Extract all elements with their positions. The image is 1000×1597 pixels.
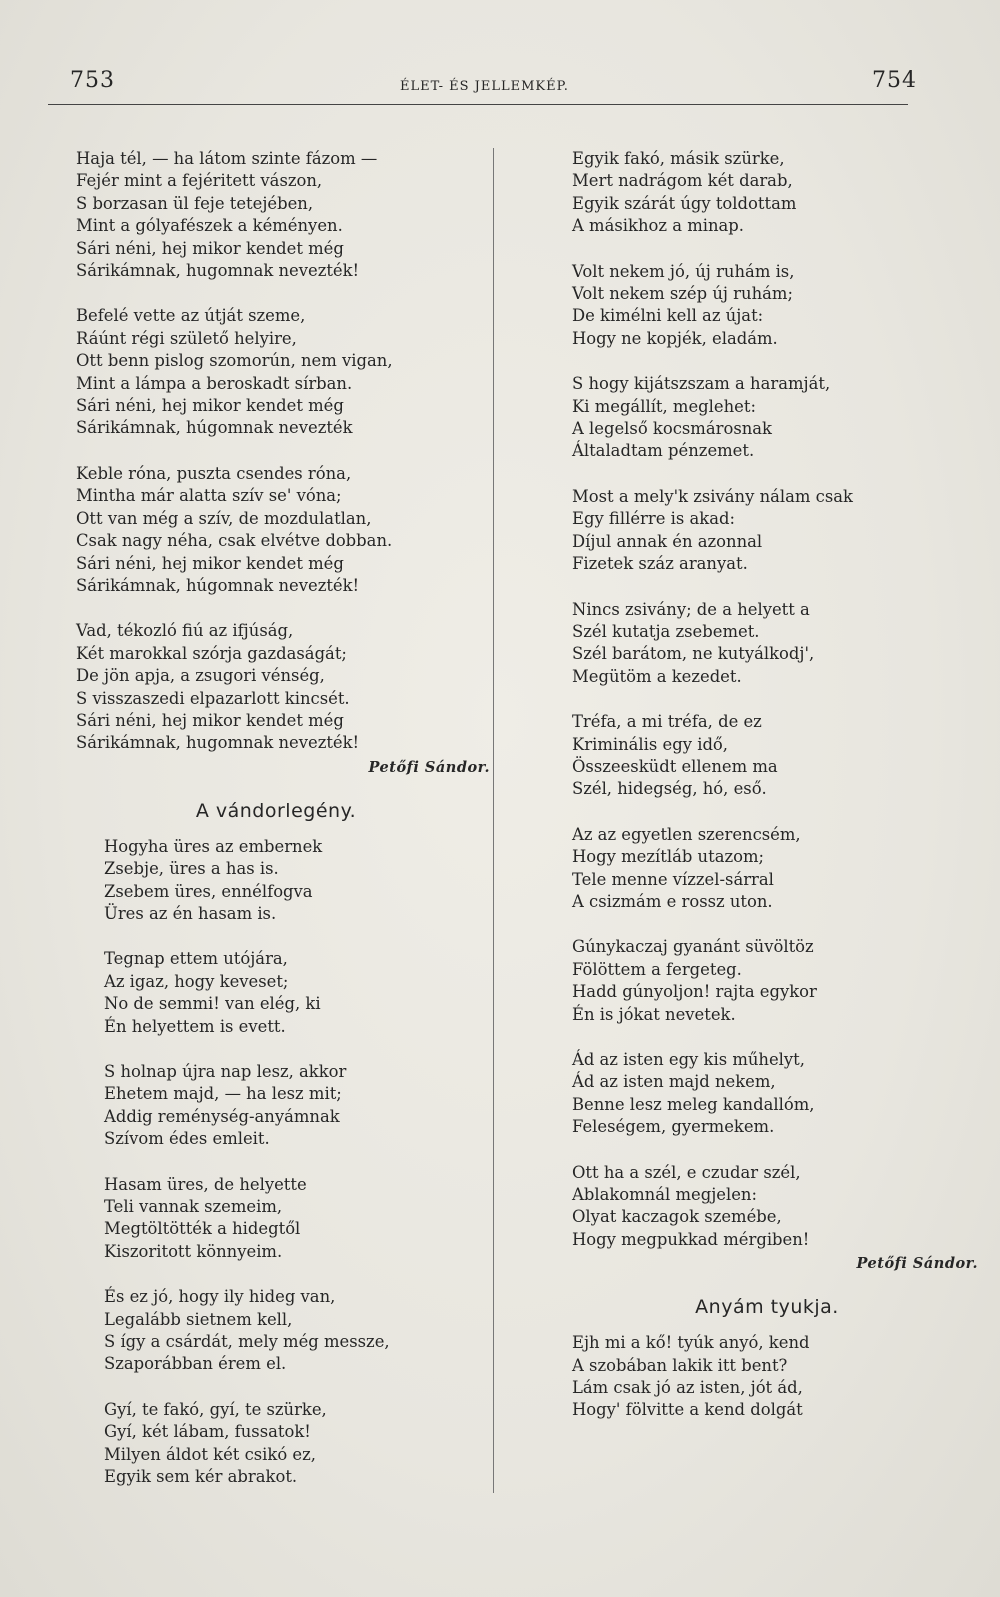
verse-line: Szaporábban érem el. bbox=[104, 1354, 287, 1374]
verse-line: Zsebje, üres a has is. bbox=[104, 859, 279, 879]
verse-line: Megütöm a kezedet. bbox=[572, 666, 742, 686]
verse-line: Az az egyetlen szerencsém, bbox=[572, 824, 801, 844]
poem-vandorlegeny-part1 bbox=[76, 836, 476, 1489]
poem-vandorlegeny-part2 bbox=[572, 148, 962, 1251]
poem-title-anyam-tyukja: Anyám tyukja. bbox=[695, 1296, 839, 1319]
verse-line: S így a csárdát, mely még messze, bbox=[104, 1332, 390, 1352]
verse-line: Milyen áldot két csikó ez, bbox=[104, 1444, 316, 1464]
verse-line: Kiszoritott könnyeim. bbox=[104, 1241, 283, 1261]
verse-line: Kriminális egy idő, bbox=[572, 734, 729, 754]
verse-line: Ott van még a szív, de mozdulatlan, bbox=[76, 508, 372, 528]
verse-line: Hasam üres, de helyette bbox=[104, 1174, 307, 1194]
verse-line: Ott ha a szél, e czudar szél, bbox=[572, 1162, 801, 1182]
verse-line: Sárikámnak, hugomnak nevezték! bbox=[76, 261, 360, 281]
verse-line: Ki megállít, meglehet: bbox=[572, 396, 756, 416]
verse-line: Az igaz, hogy keveset; bbox=[104, 971, 289, 991]
verse-line: Fizetek száz aranyat. bbox=[572, 554, 748, 574]
verse-line: Ott benn pislog szomorún, nem vigan, bbox=[76, 351, 393, 371]
verse-line: Sári néni, hej mikor kendet még bbox=[76, 553, 344, 573]
verse-line: A másikhoz a minap. bbox=[572, 216, 745, 236]
stanza bbox=[104, 948, 476, 1038]
verse-line: Mint a gólyafészek a kéményen. bbox=[76, 216, 343, 236]
stanza bbox=[572, 373, 962, 463]
verse-line: Én is jókat nevetek. bbox=[572, 1004, 736, 1024]
verse-line: Vad, tékozló fiú az ifjúság, bbox=[76, 621, 294, 641]
verse-line: Ejh mi a kő! tyúk anyó, kend bbox=[572, 1333, 810, 1353]
stanza bbox=[572, 1332, 962, 1422]
verse-line: Lám csak jó az isten, jót ád, bbox=[572, 1378, 803, 1398]
verse-line: Teli vannak szemeim, bbox=[104, 1197, 283, 1217]
verse-line: S visszaszedi elpazarlott kincsét. bbox=[76, 688, 350, 708]
stanza bbox=[104, 1286, 476, 1376]
verse-line: Benne lesz meleg kandallóm, bbox=[572, 1094, 815, 1114]
verse-line: S hogy kijátszszam a haramját, bbox=[572, 374, 831, 394]
stanza bbox=[572, 486, 962, 576]
running-header-title: ÉLET- ÉS JELLEMKÉP. bbox=[400, 79, 569, 94]
verse-line: Fejér mint a fejéritett vászon, bbox=[76, 171, 323, 191]
verse-line: A csizmám e rossz uton. bbox=[572, 891, 773, 911]
stanza bbox=[76, 620, 476, 754]
verse-line: Én helyettem is evett. bbox=[104, 1016, 286, 1036]
stanza bbox=[104, 1399, 476, 1489]
verse-line: Tegnap ettem utójára, bbox=[104, 949, 288, 969]
verse-line: A legelső kocsmárosnak bbox=[572, 419, 772, 439]
verse-line: Üres az én hasam is. bbox=[104, 903, 277, 923]
verse-line: Hogy megpukkad mérgiben! bbox=[572, 1229, 810, 1249]
verse-line: Olyat kaczagok szemébe, bbox=[572, 1207, 782, 1227]
verse-line: Szívom édes emleit. bbox=[104, 1129, 270, 1149]
verse-line: Szél barátom, ne kutyálkodj', bbox=[572, 644, 815, 664]
stanza bbox=[572, 824, 962, 914]
verse-line: Legalább sietnem kell, bbox=[104, 1309, 293, 1329]
stanza bbox=[572, 1049, 962, 1139]
page-number-right: 754 bbox=[872, 68, 917, 93]
verse-line: Sárikámnak, húgomnak nevezték bbox=[76, 418, 353, 438]
verse-line: Hogy' fölvitte a kend dolgát bbox=[572, 1400, 803, 1420]
verse-line: No de semmi! van elég, ki bbox=[104, 994, 321, 1014]
verse-line: Gyí, te fakó, gyí, te szürke, bbox=[104, 1399, 327, 1419]
verse-line: Hadd gúnyoljon! rajta egykor bbox=[572, 982, 817, 1002]
stanza bbox=[572, 148, 962, 238]
column-divider bbox=[493, 148, 494, 1493]
verse-line: Feleségem, gyermekem. bbox=[572, 1117, 775, 1137]
verse-line: Mint a lámpa a beroskadt sírban. bbox=[76, 373, 353, 393]
stanza bbox=[76, 463, 476, 597]
stanza bbox=[104, 1174, 476, 1264]
verse-line: Addig reménység-anyámnak bbox=[104, 1106, 340, 1126]
verse-line: Gúnykaczaj gyanánt süvöltöz bbox=[572, 937, 814, 957]
left-column bbox=[76, 148, 490, 1512]
stanza bbox=[572, 936, 962, 1026]
stanza bbox=[572, 711, 962, 801]
verse-line: Sári néni, hej mikor kendet még bbox=[76, 710, 344, 730]
verse-line: Tréfa, a mi tréfa, de ez bbox=[572, 712, 762, 732]
signature-petofi: Petőfi Sándor. bbox=[856, 1255, 978, 1273]
poem-sari-neni bbox=[76, 148, 476, 755]
verse-line: Volt nekem szép új ruhám; bbox=[572, 284, 793, 304]
verse-line: Sárikámnak, húgomnak nevezték! bbox=[76, 575, 360, 595]
verse-line: És ez jó, hogy ily hideg van, bbox=[104, 1287, 336, 1307]
verse-line: Volt nekem jó, új ruhám is, bbox=[572, 261, 795, 281]
verse-line: Mintha már alatta szív se' vóna; bbox=[76, 486, 342, 506]
verse-line: S borzasan ül feje tetejében, bbox=[76, 193, 314, 213]
verse-line: Két marokkal szórja gazdaságát; bbox=[76, 643, 347, 663]
stanza bbox=[104, 836, 476, 926]
verse-line: De jön apja, a zsugori vénség, bbox=[76, 666, 325, 686]
verse-line: Egy fillérre is akad: bbox=[572, 509, 735, 529]
verse-line: Ehetem majd, — ha lesz mit; bbox=[104, 1084, 342, 1104]
verse-line: Nincs zsivány; de a helyett a bbox=[572, 599, 810, 619]
verse-line: Egyik sem kér abrakot. bbox=[104, 1467, 298, 1487]
verse-line: Egyik szárát úgy toldottam bbox=[572, 193, 797, 213]
verse-line: Ád az isten egy kis műhelyt, bbox=[572, 1050, 805, 1069]
page-number-left: 753 bbox=[70, 68, 115, 93]
poem-anyam-tyukja bbox=[572, 1332, 962, 1422]
verse-line: Sári néni, hej mikor kendet még bbox=[76, 396, 344, 416]
verse-line: Tele menne vízzel-sárral bbox=[572, 869, 774, 889]
verse-line: Ablakomnál megjelen: bbox=[572, 1185, 758, 1205]
verse-line: Megtöltötték a hidegtől bbox=[104, 1219, 301, 1239]
header-rule bbox=[48, 104, 908, 105]
verse-line: Hogyha üres az embernek bbox=[104, 836, 323, 856]
verse-line: Keble róna, puszta csendes róna, bbox=[76, 463, 352, 483]
verse-line: Díjul annak én azonnal bbox=[572, 531, 763, 551]
verse-line: Most a mely'k zsivány nálam csak bbox=[572, 486, 853, 506]
verse-line: Összeesküdt ellenem ma bbox=[572, 756, 778, 776]
right-column bbox=[572, 148, 978, 1445]
stanza bbox=[572, 599, 962, 689]
verse-line: Befelé vette az útját szeme, bbox=[76, 306, 306, 326]
verse-line: Ád az isten majd nekem, bbox=[572, 1072, 776, 1092]
verse-line: Sárikámnak, hugomnak nevezték! bbox=[76, 733, 360, 753]
verse-line: De kimélni kell az újat: bbox=[572, 306, 764, 326]
verse-line: Csak nagy néha, csak elvétve dobban. bbox=[76, 531, 393, 551]
verse-line: Szél kutatja zsebemet. bbox=[572, 621, 760, 641]
poem-title-vandorlegeny: A vándorlegény. bbox=[195, 799, 357, 822]
verse-line: Gyí, két lábam, fussatok! bbox=[104, 1422, 311, 1442]
verse-line: Általadtam pénzemet. bbox=[572, 441, 755, 461]
signature-petofi: Petőfi Sándor. bbox=[368, 758, 490, 776]
stanza bbox=[572, 1162, 962, 1252]
verse-line: Egyik fakó, másik szürke, bbox=[572, 149, 785, 168]
verse-line: S holnap újra nap lesz, akkor bbox=[104, 1062, 347, 1081]
verse-line: Zsebem üres, ennélfogva bbox=[104, 881, 313, 901]
verse-line: Mert nadrágom két darab, bbox=[572, 171, 793, 191]
verse-line: Fölöttem a fergeteg. bbox=[572, 959, 742, 979]
verse-line: Ráúnt régi születő helyire, bbox=[76, 328, 297, 348]
verse-line: Haja tél, — ha látom szinte fázom — bbox=[76, 149, 378, 168]
verse-line: Sári néni, hej mikor kendet még bbox=[76, 238, 344, 258]
verse-line: Hogy mezítláb utazom; bbox=[572, 847, 765, 867]
stanza bbox=[76, 148, 476, 282]
stanza bbox=[572, 261, 962, 351]
verse-line: Szél, hidegség, hó, eső. bbox=[572, 779, 767, 799]
stanza bbox=[76, 305, 476, 439]
verse-line: A szobában lakik itt bent? bbox=[572, 1355, 788, 1375]
verse-line: Hogy ne kopjék, eladám. bbox=[572, 328, 778, 348]
stanza bbox=[104, 1061, 476, 1151]
